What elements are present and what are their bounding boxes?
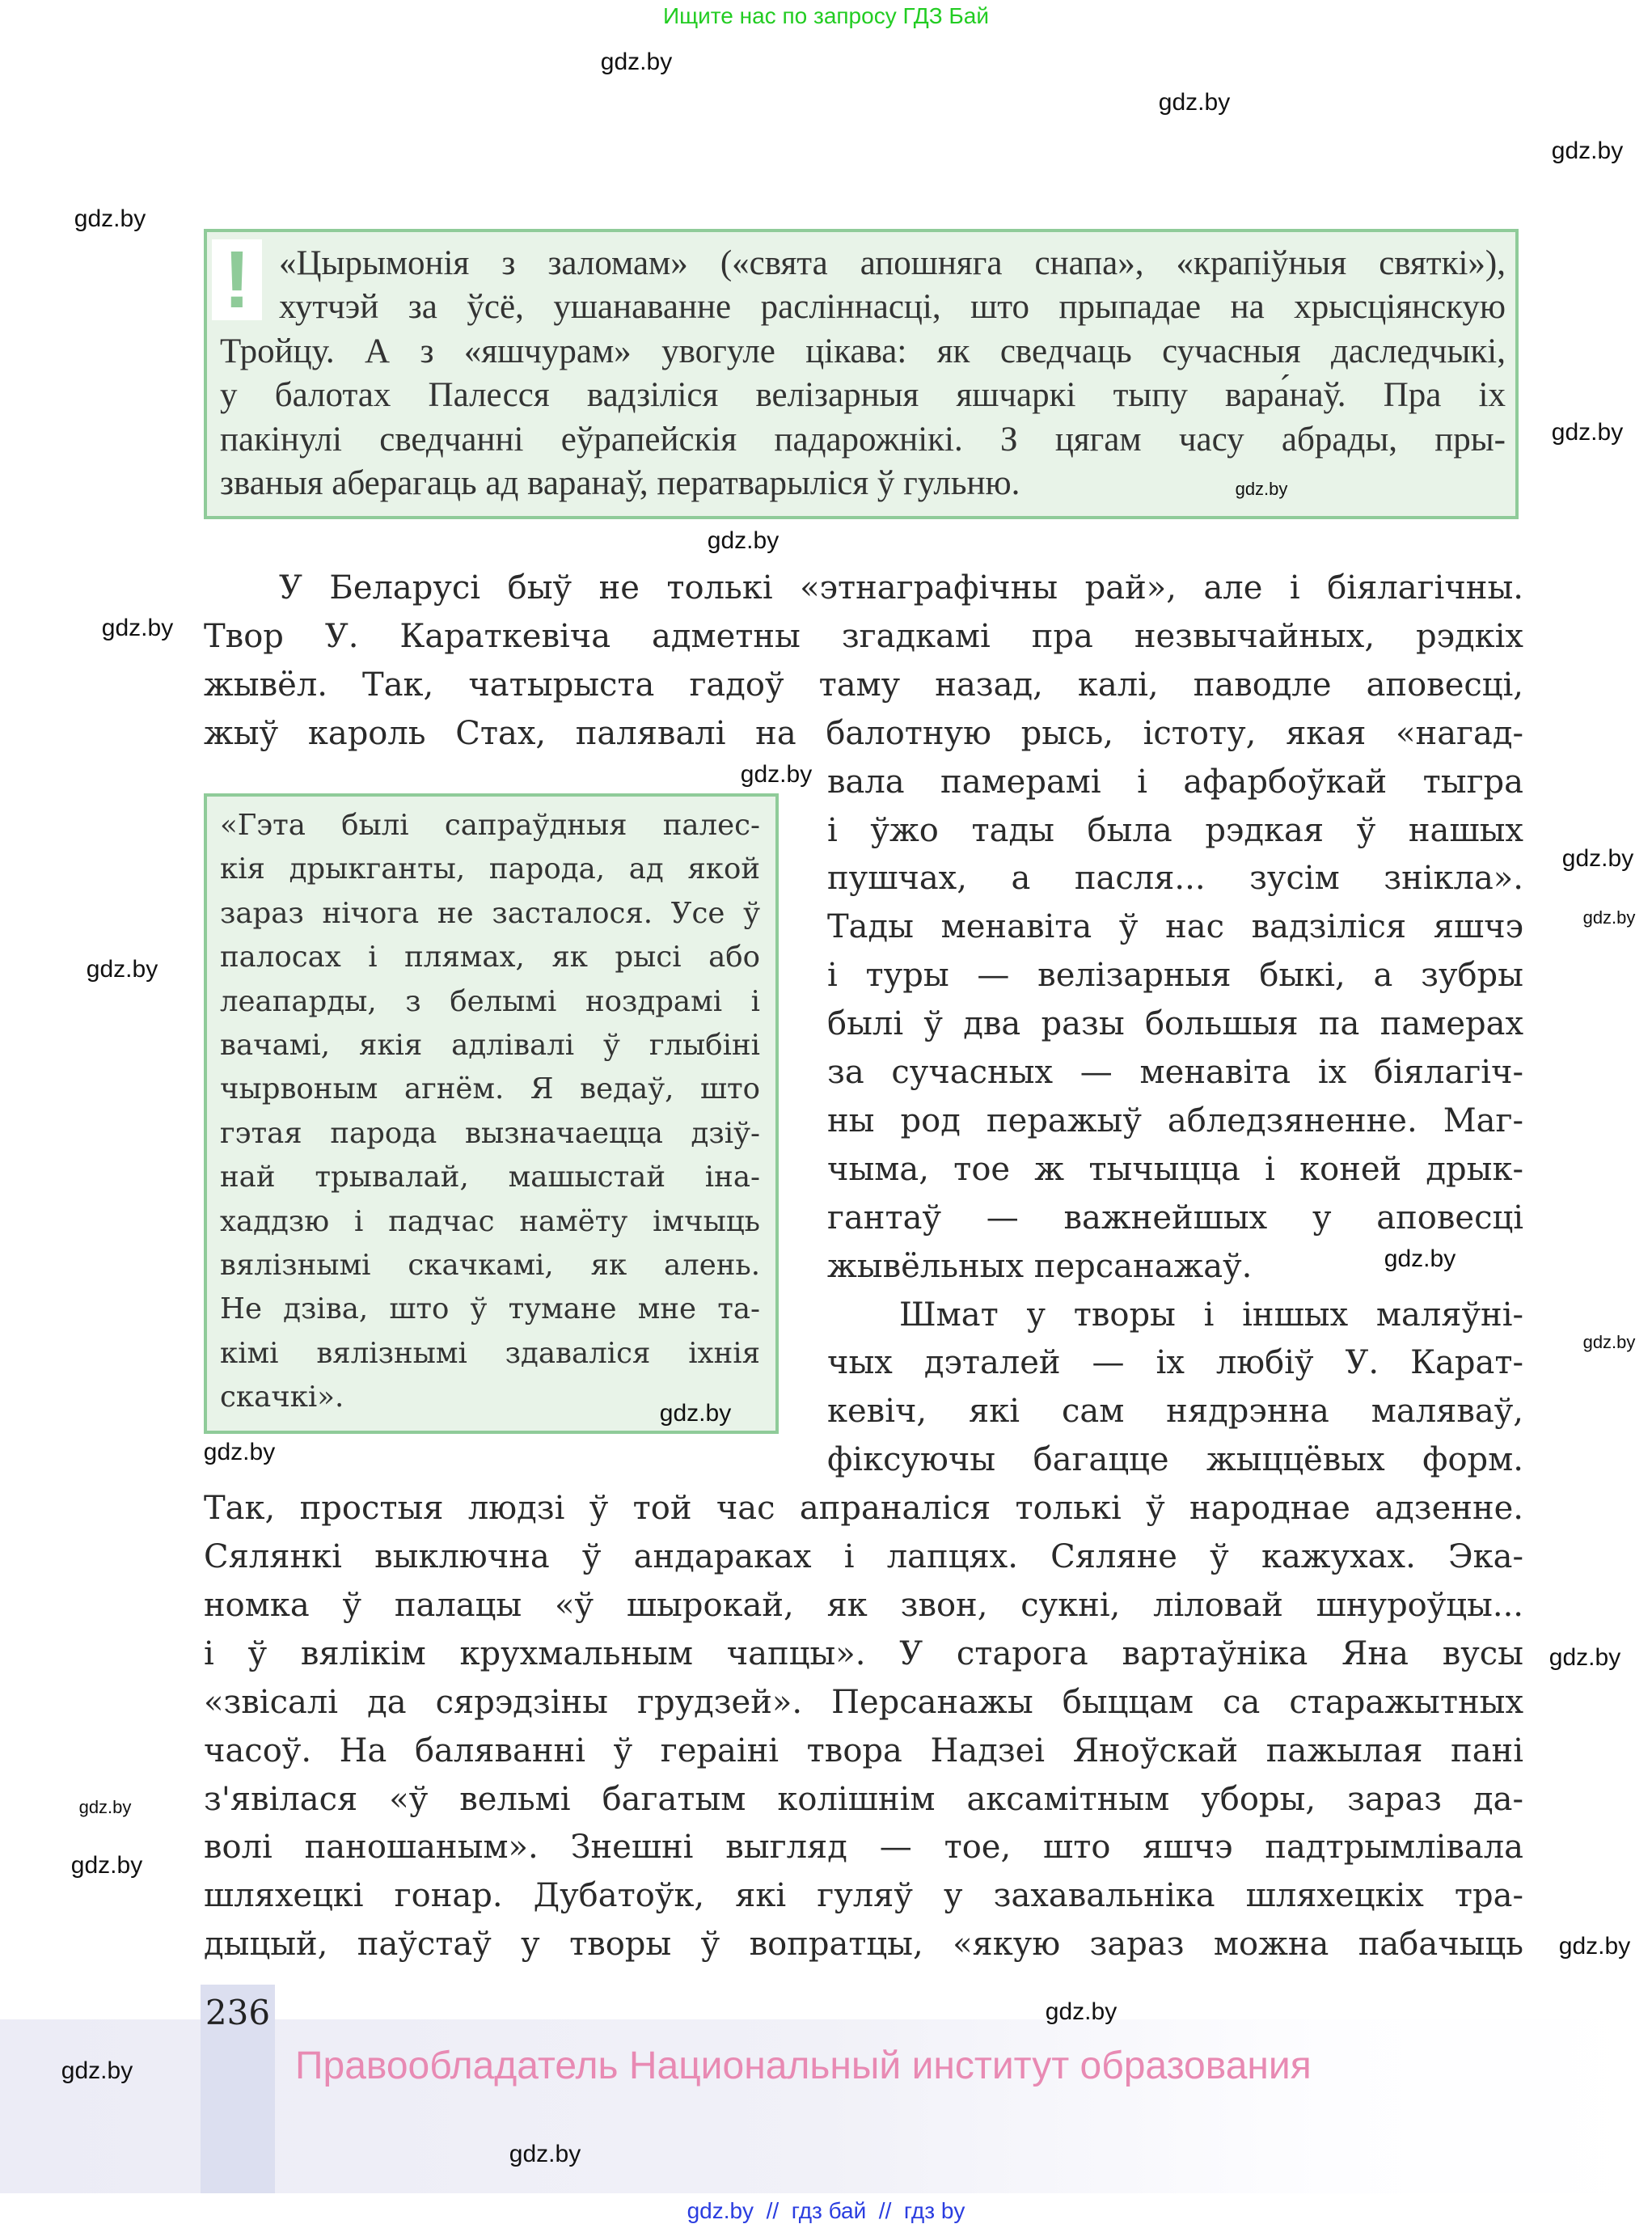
- watermark: gdz.by: [101, 615, 174, 641]
- watermark: gdz.by: [61, 2057, 133, 2084]
- watermark: gdz.by: [203, 1439, 276, 1465]
- text-line: «звісалі да сярэдзіны грудзей». Персанажы быццам са старажытных: [204, 1683, 1523, 1721]
- watermark: gdz.by: [1551, 137, 1624, 164]
- watermark: gdz.by: [78, 1797, 132, 1817]
- watermark: gdz.by: [1045, 1998, 1118, 2025]
- text-line: фіксуючы багацце жыццёвых форм.: [827, 1441, 1523, 1479]
- text-line: за сучасных — менавіта іх біялагіч-: [827, 1054, 1523, 1091]
- text-line: былі ў два разы большыя па памерах: [827, 1005, 1523, 1043]
- watermark: gdz.by: [86, 956, 158, 983]
- watermark: gdz.by: [1551, 419, 1624, 446]
- watermark: gdz.by: [740, 761, 813, 788]
- page-number: 236: [205, 1993, 271, 2032]
- text-line: дыцый, паўстаў у творы ў вопратцы, «якую зараз можна пабачыць: [204, 1926, 1523, 1964]
- exclamation-icon: !: [212, 239, 262, 320]
- quote-line: зараз нічога не засталося. Усе ў: [220, 896, 760, 930]
- note-line: хутчэй за ўсё, ушанаванне расліннасці, што прыпадае на хрысціянскую: [279, 288, 1506, 326]
- quote-line: кімі вялізнымі здаваліся іхнія: [220, 1336, 760, 1370]
- watermark: gdz.by: [70, 1852, 143, 1879]
- watermark: gdz.by: [1235, 479, 1288, 499]
- quote-line: леапарды, з белымі ноздрамі і: [220, 984, 760, 1018]
- watermark: gdz.by: [1582, 1332, 1636, 1352]
- text-line: пушчах, а пасля... зусім знікла».: [827, 860, 1523, 898]
- quote-line: гэтая парода вызначаецца дзіў-: [220, 1116, 760, 1150]
- quote-line: хаддзю і падчас намёту імчыць: [220, 1204, 760, 1238]
- text-line: і ў вялікім крухмальным чапцы». У старога вартаўніка Яна вусы: [204, 1634, 1523, 1672]
- note-line: Тройцу. А з «яшчурам» увогуле цікава: як сведчаць сучасныя даследчыкі,: [220, 332, 1506, 370]
- text-line: чых дэталей — іх любіў У. Карат-: [827, 1344, 1523, 1382]
- watermark: gdz.by: [600, 49, 673, 75]
- note-line: «Цырымонія з заломам» («свята апошняга снапа», «крапіўныя святкі»),: [279, 244, 1506, 282]
- text-line: з'явілася «ў вельмі багатым колішнім аксамітным уборы, зараз да-: [204, 1780, 1523, 1818]
- copyright-notice: Правообладатель Национальный институт образования: [295, 2044, 1312, 2087]
- text-line: жывёльных персанажаў.: [827, 1247, 1253, 1285]
- quote-line: вачамі, якія адлівалі ў глыбіні: [220, 1029, 760, 1062]
- watermark: gdz.by: [1558, 1933, 1631, 1960]
- text-line: У Беларусі быў не толькі «этнаграфічны рай», але і біялагічны.: [279, 569, 1523, 607]
- watermark: gdz.by: [509, 2141, 581, 2167]
- text-line: волі паношаным». Знешні выгляд — тое, што яшчэ падтрымлівала: [204, 1829, 1523, 1867]
- text-line: Тады менавіта ў нас вадзіліся яшчэ: [827, 908, 1523, 946]
- quote-line: вялізнымі скачкамі, як алень.: [220, 1249, 760, 1282]
- watermark: gdz.by: [1561, 845, 1634, 872]
- note-line: пакінулі сведчанні еўрапейскія падарожнікі. З цягам часу абрады, пры-: [220, 421, 1506, 459]
- text-line: часоў. На баляванні ў гераіні твора Надзеі Яноўскай пажылая пані: [204, 1731, 1523, 1769]
- quote-line: чырвоным агнём. Я ведаў, што: [220, 1072, 760, 1106]
- text-line: і туры — велізарныя быкі, а зубры: [827, 957, 1523, 995]
- text-line: шляхецкі гонар. Дубатоўк, які гуляў у захавальніка шляхецкіх тра-: [204, 1877, 1523, 1915]
- text-line: і ўжо тады была рэдкая ў нашых: [827, 811, 1523, 849]
- quote-line: палосах і плямах, як рысі або: [220, 941, 760, 975]
- text-line: Сялянкі выключна ў андараках і лапцях. Сяляне ў кажухах. Эка-: [204, 1538, 1523, 1575]
- watermark: gdz.by: [659, 1400, 732, 1427]
- text-line: Твор У. Караткевіча адметны згадкамі пра незвычайных, рэдкіх: [204, 617, 1523, 655]
- text-line: чыма, тое ж тычыцца і коней дрык-: [827, 1150, 1523, 1188]
- quote-line: скачкі».: [220, 1380, 344, 1414]
- watermark: gdz.by: [707, 527, 780, 554]
- watermark: gdz.by: [1158, 89, 1231, 116]
- text-line: кевіч, які сам нядрэнна маляваў,: [827, 1393, 1523, 1431]
- watermark: gdz.by: [1582, 907, 1636, 928]
- watermark: gdz.by: [1548, 1644, 1621, 1671]
- quote-line: кія дрыкганты, парода, ад якой: [220, 852, 760, 886]
- watermark: gdz.by: [74, 205, 146, 232]
- note-line: званыя аберагаць ад варанаў, ператварыліся ў гульню.: [220, 464, 1020, 502]
- top-search-link[interactable]: Ищите нас по запросу ГДЗ Бай: [662, 3, 990, 28]
- quote-line: «Гэта былі сапраўдныя палес-: [220, 809, 760, 842]
- text-line: жывёл. Так, чатырыста гадоў таму назад, калі, паводле аповесці,: [204, 666, 1523, 704]
- text-line: Так, простыя людзі ў той час апраналіся толькі ў народнае адзенне.: [204, 1490, 1523, 1528]
- note-line: у балотах Палесся вадзіліся велізарныя яшчаркі тыпу вара́наў. Пра іх: [220, 376, 1506, 414]
- text-line: вала памерамі і афарбоўкай тыгра: [827, 763, 1523, 801]
- text-line: ны род перажыў абледзяненне. Маг-: [827, 1101, 1523, 1139]
- text-line: номка ў палацы «ў шырокай, як звон, сукні, ліловай шнуроўцы...: [204, 1586, 1523, 1624]
- text-line: гантаў — важнейшых у аповесці: [827, 1199, 1523, 1237]
- bottom-site-links[interactable]: gdz.by // гдз бай // гдз by: [687, 2198, 965, 2223]
- watermark: gdz.by: [1384, 1245, 1456, 1272]
- text-line: жыў кароль Стах, палявалі на балотную рысь, істоту, якая «нагад-: [204, 714, 1523, 752]
- text-line: Шмат у творы і іншых маляўні-: [899, 1296, 1523, 1334]
- quote-line: най трывалай, машыстай іна-: [220, 1161, 760, 1194]
- quote-line: Не дзіва, што ў тумане мне та-: [220, 1292, 760, 1326]
